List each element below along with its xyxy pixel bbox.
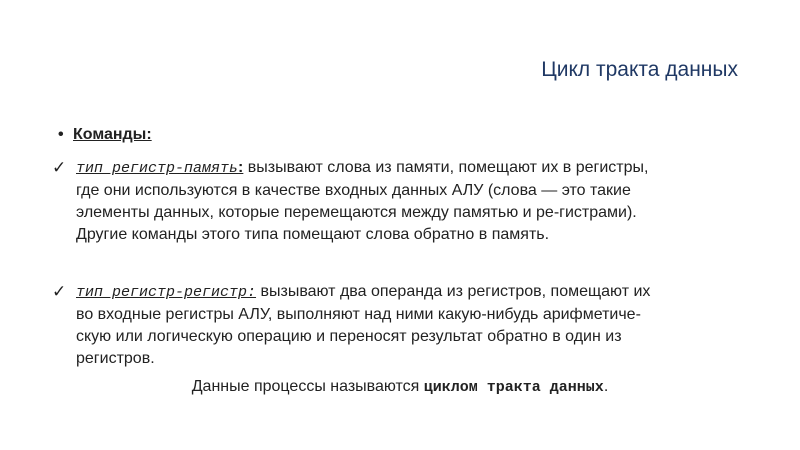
checkmark-icon: ✓ (52, 282, 67, 302)
checkmark-icon: ✓ (52, 158, 67, 178)
bullet-icon: • (58, 126, 64, 143)
commands-heading (58, 126, 152, 144)
list-item-line-text: вызывают два операнда из регистров, помещают их (256, 283, 651, 300)
list-item-register-memory (52, 157, 752, 246)
list-item-line (76, 281, 752, 304)
list-item-text (76, 281, 752, 370)
list-item-text (76, 157, 752, 246)
conclusion-suffix: . (603, 378, 609, 395)
list-item-line: Другие команды этого типа помещают слова обратно в память. (76, 226, 550, 243)
commands-heading-label: Команды: (73, 126, 152, 143)
slide-title: Цикл тракта данных (541, 58, 738, 81)
term-register-memory: тип регистр-память (76, 160, 239, 177)
list-item-line (76, 157, 752, 180)
list-item-register-register (52, 281, 752, 370)
term-register-register: тип регистр-регистр: (76, 284, 257, 301)
conclusion-emphasis: циклом тракта данных (423, 379, 604, 396)
list-item-line: скую или логическую операцию и переносят результат обратно в один из (76, 328, 622, 345)
list-item-line: во входные регистры АЛУ, выполняют над ними какую-нибудь арифметиче- (76, 306, 641, 323)
term-separator: : (238, 159, 244, 176)
conclusion-text (0, 378, 800, 396)
list-item-line: регистров. (76, 350, 155, 367)
list-item-line-text: вызывают слова из памяти, помещают их в регистры, (243, 159, 649, 176)
list-item-line: где они используются в качестве входных данных АЛУ (слова — это такие (76, 182, 631, 199)
list-item-line: элементы данных, которые перемещаются между памятью и ре-гистрами). (76, 204, 637, 221)
conclusion-prefix: Данные процессы называются (191, 378, 424, 395)
